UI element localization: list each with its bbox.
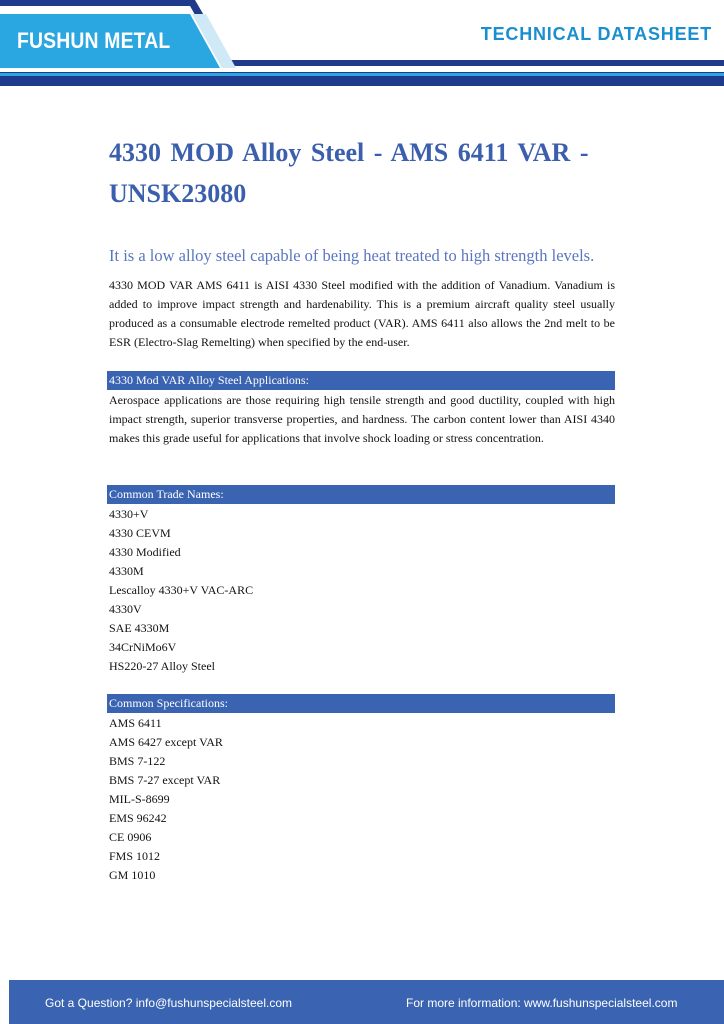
list-item: Lescalloy 4330+V VAC-ARC [109, 583, 254, 597]
trade-names-list [109, 505, 253, 676]
list-item: FMS 1012 [109, 849, 161, 863]
list-item: 4330+V [109, 507, 149, 521]
list-item: 4330 CEVM [109, 526, 171, 540]
list-item: AMS 6427 except VAR [109, 735, 223, 749]
list-item: 4330 Modified [109, 545, 181, 559]
specifications-heading: Common Specifications: [107, 694, 615, 713]
list-item: BMS 7-27 except VAR [109, 773, 221, 787]
document-type-label: TECHNICAL DATASHEET [480, 24, 712, 44]
list-item: CE 0906 [109, 830, 152, 844]
footer-website-link[interactable]: For more information: www.fushunspecialsteel.com [406, 996, 678, 1010]
page-title: 4330 MOD Alloy Steel - AMS 6411 VAR - UNSK23080 [109, 138, 589, 208]
page-header [0, 0, 724, 90]
list-item: GM 1010 [109, 868, 156, 882]
list-item: 4330V [109, 602, 142, 616]
applications-paragraph: Aerospace applications are those requiring high tensile strength and good ductility, coupled with high impact strength, superior transverse properties, and hardness. The carbon content lower than AISI 4340 makes this grade useful for applications that involve shock loading or stress concentration. [109, 393, 615, 445]
page-subtitle: It is a low alloy steel capable of being heat treated to high strength levels. [109, 246, 595, 265]
list-item: EMS 96242 [109, 811, 167, 825]
trade-names-heading: Common Trade Names: [107, 485, 615, 504]
intro-paragraph: 4330 MOD VAR AMS 6411 is AISI 4330 Steel modified with the addition of Vanadium. Vanadium is added to improve impact strength and hardenability. This is a premium aircraft quality steel usually produced as a consumable electrode remelted product (VAR). AMS 6411 also allows the 2nd melt to be ESR (Electro-Slag Remelting) when specified by the end-user. [109, 278, 615, 349]
applications-heading: 4330 Mod VAR Alloy Steel Applications: [107, 371, 615, 390]
list-item: 4330M [109, 564, 144, 578]
list-item: AMS 6411 [109, 716, 162, 730]
list-item: 34CrNiMo6V [109, 640, 177, 654]
page-footer [9, 980, 724, 1024]
list-item: MIL-S-8699 [109, 792, 170, 806]
footer-contact-email[interactable]: Got a Question? info@fushunspecialsteel.com [45, 996, 292, 1010]
brand-logo-text: FUSHUN METAL [17, 28, 171, 53]
list-item: SAE 4330M [109, 621, 170, 635]
specifications-list [109, 714, 223, 885]
list-item: BMS 7-122 [109, 754, 166, 768]
list-item: HS220-27 Alloy Steel [109, 659, 216, 673]
